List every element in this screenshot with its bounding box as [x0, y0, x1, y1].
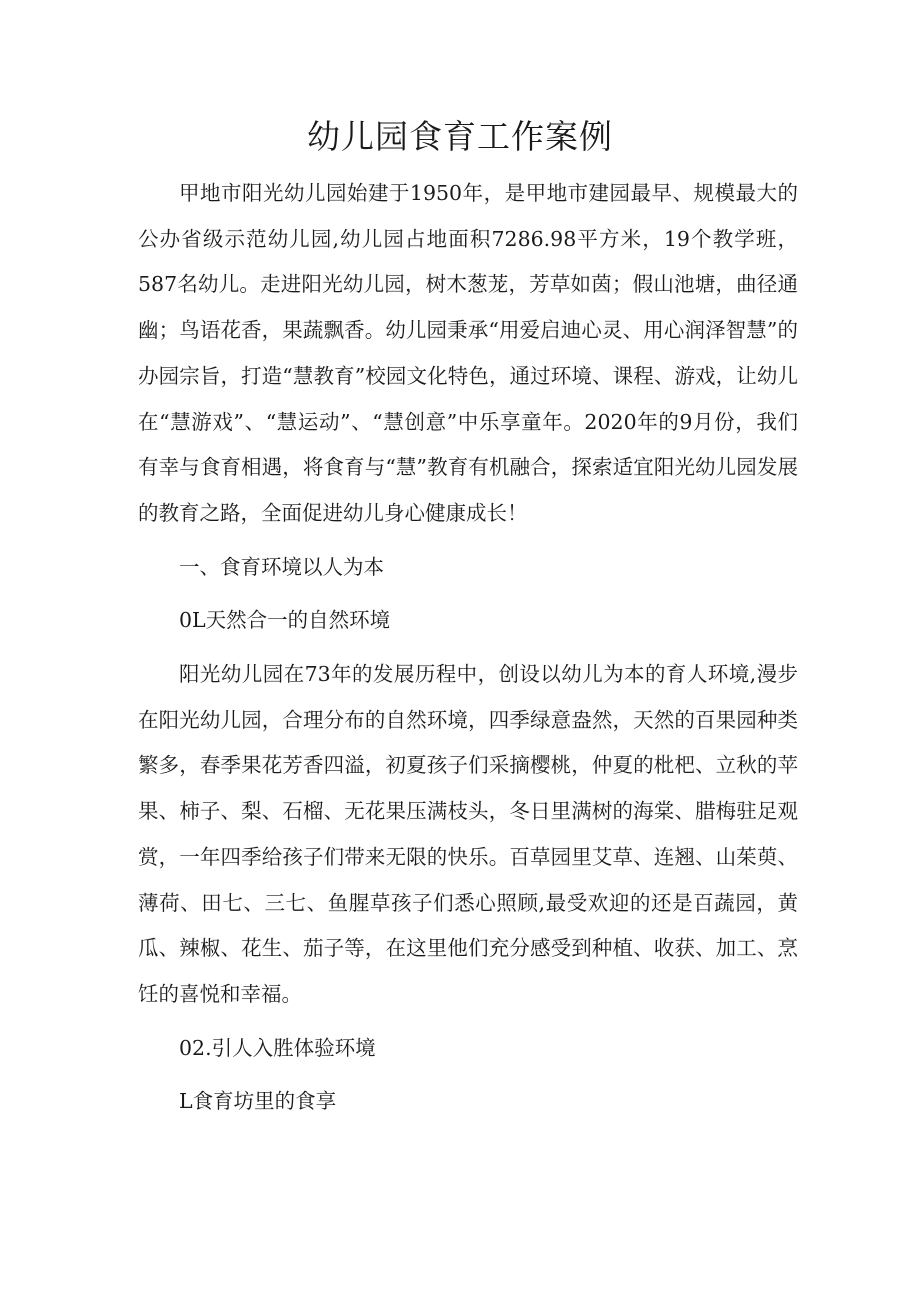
spacer — [138, 644, 798, 652]
spacer — [138, 1018, 798, 1026]
document-body — [138, 171, 798, 1125]
intro-paragraph: 甲地市阳光幼儿园始建于1950年，是甲地市建园最早、规模最大的公办省级示范幼儿园,幼儿园占地面积7286.98平方米，19个教学班，587名幼儿。走进阳光幼儿园，树木葱茏，芳草如茵；假山池塘，曲径通幽；鸟语花香，果蔬飘香。幼儿园秉承“用爱启迪心灵、用心润泽智慧”的办园宗旨，打造“慧教育”校园文化特色，通过环境、课程、游戏，让幼儿在“慧游戏”、“慧运动”、“慧创意”中乐享童年。2020年的9月份，我们有幸与食育相遇，将食育与“慧”教育有机融合，探索适宜阳光幼儿园发展的教育之路，全面促进幼儿身心健康成长！ — [138, 181, 798, 525]
subsection-1-paragraph: 阳光幼儿园在73年的发展历程中，创设以幼儿为本的育人环境,漫步在阳光幼儿园，合理分布的自然环境，四季绿意盎然，天然的百果园种类繁多，春季果花芳香四溢，初夏孩子们采摘樱桃，仲夏的枇杷、立秋的苹果、柿子、梨、石榴、无花果压满枝头，冬日里满树的海棠、腊梅驻足观赏，一年四季给孩子们带来无限的快乐。百草园里艾草、连翘、山茱萸、薄荷、田七、三七、鱼腥草孩子们悉心照顾,最受欢迎的还是百蔬园，黄瓜、辣椒、花生、茄子等，在这里他们充分感受到种植、收获、加工、烹饪的喜悦和幸福。 — [138, 662, 798, 1006]
subsection-heading-2: 02.引人入胜体验环境 — [179, 1035, 376, 1060]
section-heading-1: 一、食育环境以人为本 — [179, 554, 384, 579]
document-title: 幼儿园食育工作案例 — [307, 117, 613, 156]
spacer — [138, 1071, 798, 1079]
spacer — [138, 590, 798, 598]
spacer — [138, 537, 798, 545]
subsection-2-item-1: L食育坊里的食享 — [179, 1089, 337, 1114]
subsection-heading-1: 0L天然合一的自然环境 — [179, 608, 391, 633]
